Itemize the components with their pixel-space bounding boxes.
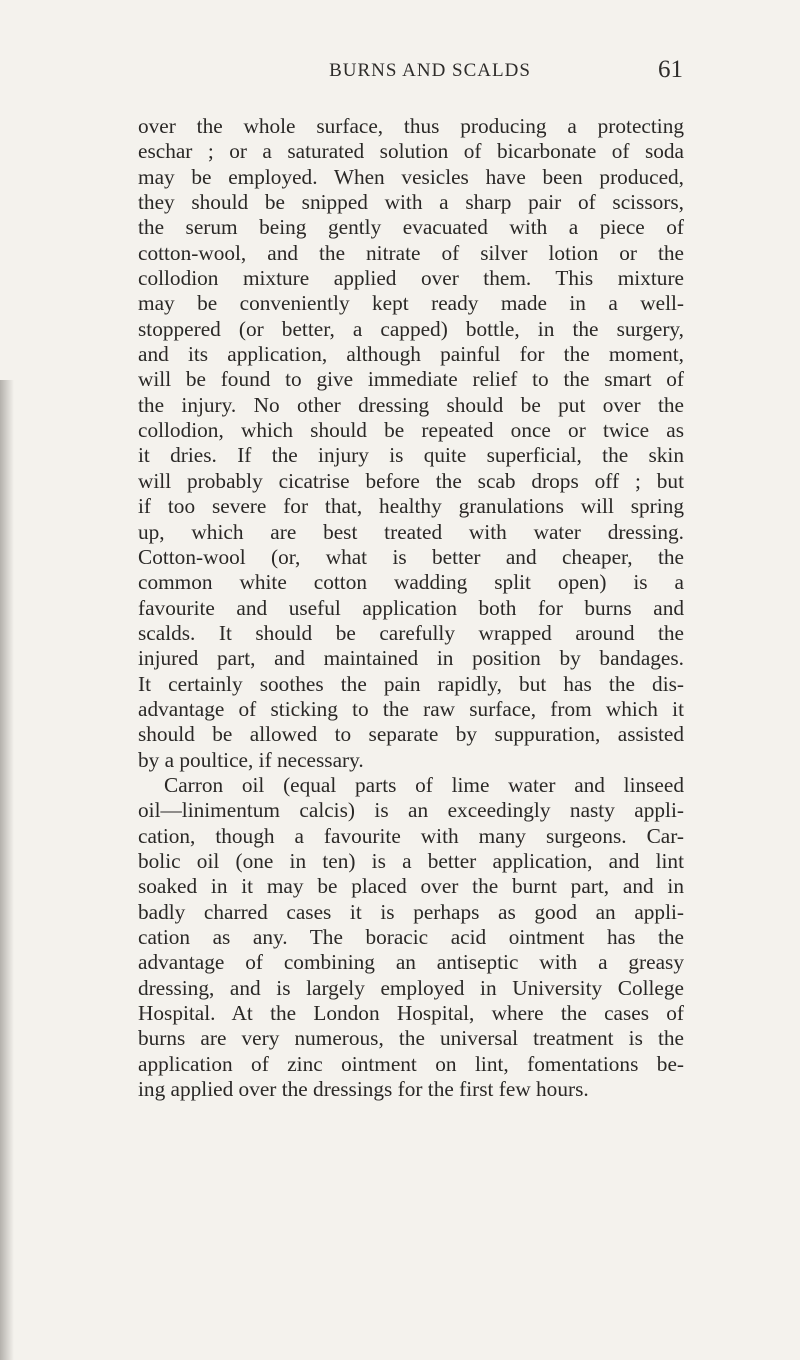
text-line: eschar ; or a saturated solution of bicarbonate of soda (138, 139, 684, 164)
text-line: up, which are best treated with water dressing. (138, 519, 684, 544)
body-text (138, 114, 684, 1102)
text-line: It certainly soothes the pain rapidly, but has the dis- (138, 671, 684, 696)
text-line: they should be snipped with a sharp pair of scissors, (138, 190, 684, 215)
text-line: soaked in it may be placed over the burnt part, and in (138, 874, 684, 899)
running-head: BURNS AND SCALDS (329, 60, 531, 81)
text-line: common white cotton wadding split open) is a (138, 570, 684, 595)
text-line: Carron oil (equal parts of lime water and linseed (164, 772, 684, 797)
text-line: cation as any. The boracic acid ointment has the (138, 925, 684, 949)
text-line: cation, though a favourite with many surgeons. Car- (138, 823, 684, 848)
text-line: ing applied over the dressings for the first few hours. (138, 1077, 589, 1102)
text-line: by a poultice, if necessary. (138, 747, 364, 772)
text-line: will probably cicatrise before the scab drops off ; but (138, 468, 684, 493)
text-line: burns are very numerous, the universal treatment is the (138, 1026, 684, 1051)
page-number: 61 (658, 56, 683, 83)
text-line: the serum being gently evacuated with a piece of (138, 215, 684, 240)
text-line: may be employed. When vesicles have been produced, (138, 164, 684, 189)
text-line: application of zinc ointment on lint, fomentations be- (138, 1051, 684, 1076)
paragraph (138, 773, 684, 1102)
paragraph (138, 114, 684, 773)
text-line: oil—linimentum calcis) is an exceedingly nasty appli- (138, 798, 684, 823)
text-line: collodion mixture applied over them. This mixture (138, 266, 684, 291)
page-gutter-shadow (0, 380, 14, 1360)
text-line: dressing, and is largely employed in University College (138, 975, 684, 1000)
text-line: advantage of combining an antiseptic with a greasy (138, 950, 684, 975)
text-line: over the whole surface, thus producing a protecting (138, 114, 684, 138)
text-line: should be allowed to separate by suppuration, assisted (138, 722, 684, 747)
text-line: badly charred cases it is perhaps as good an appli- (138, 899, 684, 924)
text-line: collodion, which should be repeated once or twice as (138, 418, 684, 443)
text-line: and its application, although painful for the moment, (138, 342, 684, 367)
text-line: injured part, and maintained in position by bandages. (138, 646, 684, 671)
text-line: stoppered (or better, a capped) bottle, in the surgery, (138, 316, 684, 341)
text-line: Hospital. At the London Hospital, where the cases of (138, 1001, 684, 1026)
text-line: Cotton-wool (or, what is better and cheaper, the (138, 544, 684, 569)
text-line: may be conveniently kept ready made in a well- (138, 291, 684, 316)
text-line: will be found to give immediate relief to the smart of (138, 367, 684, 392)
text-line: if too severe for that, healthy granulations will spring (138, 494, 684, 519)
text-line: favourite and useful application both for burns and (138, 595, 684, 620)
text-line: it dries. If the injury is quite superficial, the skin (138, 443, 684, 468)
text-line: advantage of sticking to the raw surface, from which it (138, 696, 684, 721)
text-line: cotton-wool, and the nitrate of silver lotion or the (138, 240, 684, 265)
text-line: bolic oil (one in ten) is a better application, and lint (138, 848, 684, 873)
text-line: scalds. It should be carefully wrapped around the (138, 620, 684, 645)
text-line: the injury. No other dressing should be put over the (138, 392, 684, 417)
